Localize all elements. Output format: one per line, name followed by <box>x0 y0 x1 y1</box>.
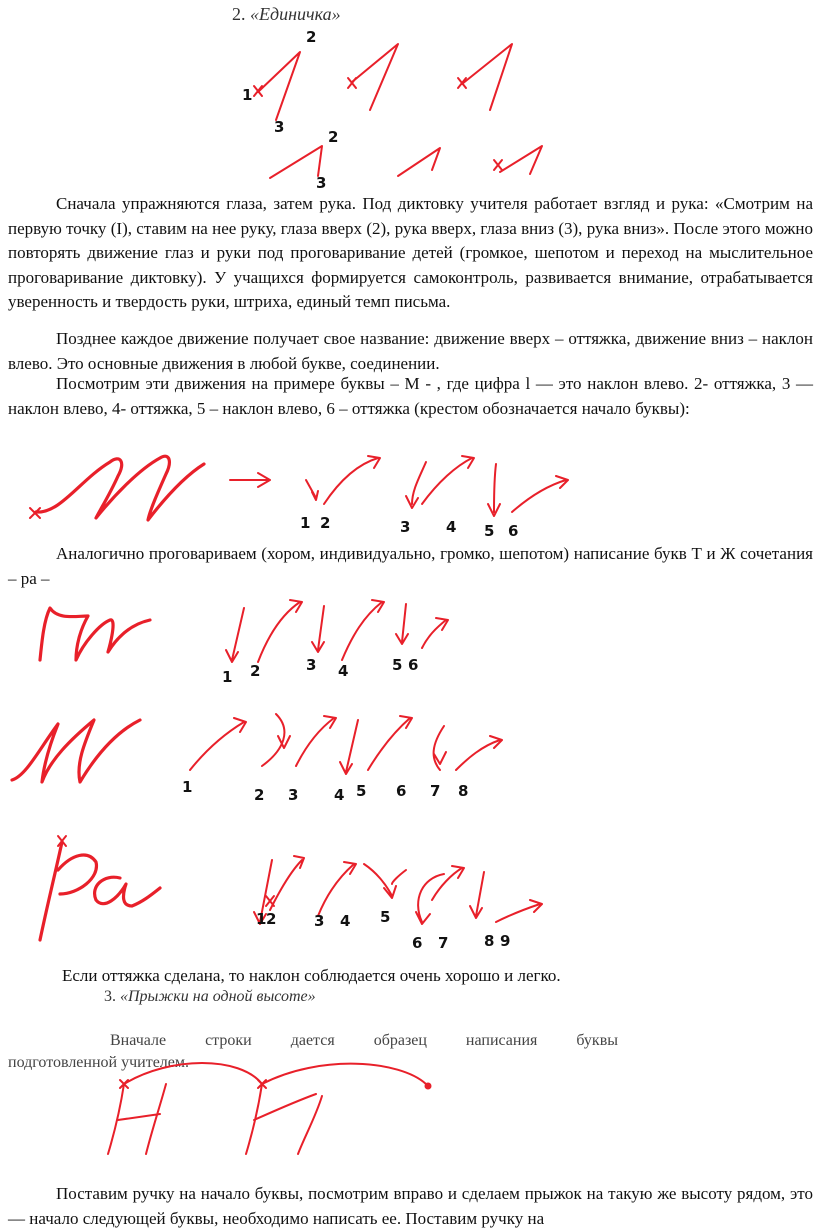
diagram-label: 3 <box>306 656 317 674</box>
stroke-example <box>270 146 322 178</box>
diagram-label: 4 <box>446 518 457 536</box>
stroke-arrow <box>306 480 318 500</box>
stroke-arrow <box>262 714 290 766</box>
stroke-example <box>462 44 512 110</box>
scan-text-line-1: Вначале строки дается образец написания буквы <box>110 1032 618 1049</box>
letter-t-diagram <box>0 590 816 690</box>
diagram-label: 6 <box>408 656 419 674</box>
arrow-right <box>230 473 270 487</box>
jump-arc <box>262 1064 426 1084</box>
paragraph-6: Поставим ручку на начало буквы, посмотрим вправо и сделаем прыжок на такую же высоту рядом, это — начало следующей буквы, необходимо написать ее. Поставим ручку на <box>8 1184 813 1228</box>
diagram-label: 1 <box>182 778 193 796</box>
stroke-arrow <box>488 464 500 516</box>
stroke-arrow <box>340 720 358 774</box>
paragraph-3: Посмотрим эти движения на примере буквы – М - , где цифра l — это наклон влево. 2- оттяжка, 3 — наклон влево, 4- оттяжка, 5 – наклон влево, 6 – оттяжка (крестом обозначается начало буквы): <box>8 374 813 418</box>
stroke-example <box>352 44 398 110</box>
letter-n-sample <box>108 1084 166 1154</box>
syllable-ra-diagram <box>0 830 816 960</box>
stroke-arrow <box>416 874 444 924</box>
stroke-arrow <box>512 476 568 512</box>
next-letter-start-dot <box>425 1083 432 1090</box>
letter-m-diagram <box>0 440 816 540</box>
stroke-arrow <box>470 872 484 918</box>
diagram-label: 5 <box>392 656 403 674</box>
stroke-arrow <box>368 716 412 770</box>
diagram-label: 5 <box>484 522 495 540</box>
diagram-label: 1 <box>222 668 233 686</box>
start-cross <box>348 78 356 88</box>
diagram-label: 7 <box>438 934 449 952</box>
section-number: 2. <box>232 4 246 24</box>
section-title: «Прыжки на одной высоте» <box>120 988 316 1005</box>
stroke-arrow <box>364 864 396 898</box>
jump-arc <box>124 1063 262 1084</box>
diagram-label: 3 <box>316 174 327 192</box>
diagram-label: 6 <box>396 782 407 800</box>
diagram-label: 2 <box>328 128 339 146</box>
diagram-label: 4 <box>334 786 345 804</box>
stroke-arrow <box>270 856 304 910</box>
diagram-label: 9 <box>500 932 511 950</box>
stroke-arrow <box>422 456 474 504</box>
stroke-arrow <box>432 866 464 900</box>
section-title: «Единичка» <box>250 4 341 24</box>
diagram-label: 6 <box>508 522 519 540</box>
diagram-label: 7 <box>430 782 441 800</box>
stroke-example <box>398 148 440 176</box>
diagram-label: 2 <box>320 514 331 532</box>
start-cross <box>254 86 262 96</box>
diagram-label: 5 <box>380 908 391 926</box>
letter-t-sample <box>40 608 150 660</box>
edinichka-diagram <box>0 0 816 195</box>
syllable-ra-sample <box>40 842 160 940</box>
paragraph-5: Если оттяжка сделана, то наклон соблюдается очень хорошо и легко. <box>62 966 561 985</box>
diagram-label: 8 <box>484 932 495 950</box>
paragraph-1: Сначала упражняются глаза, затем рука. Под диктовку учителя работает взгляд и рука: «Смотрим на первую точку (I), ставим на нее руку, глаза вверх (2), рука вверх, глаза вниз (3), рука вниз». После этого можно повторять движение глаз и руки под проговаривание детей (громкое, шепотом и переход на мыслительное проговаривание диктовку). У учащихся формируется самоконтроль, развивается внимание, отрабатывается уверенность и твердость руки, штриха, единый темп письма. <box>8 194 813 312</box>
diagram-label: 3 <box>274 118 285 136</box>
paragraph-4: Аналогично проговариваем (хором, индивидуально, громко, шепотом) написание букв Т и Ж сочетания – ра – <box>8 544 813 588</box>
stroke-example <box>500 146 542 174</box>
letter-zh-diagram <box>0 700 816 810</box>
paragraph-2: Позднее каждое движение получает свое название: движение вверх – оттяжка, движение вниз – наклон влево. Это основные движения в любой букве, соединении. <box>8 329 813 373</box>
stroke-arrow <box>456 736 502 770</box>
start-cross <box>494 160 502 170</box>
stroke-arrow <box>226 608 244 662</box>
stroke-arrow <box>296 716 336 766</box>
diagram-label: 2 <box>250 662 261 680</box>
diagram-label: 2 <box>306 28 317 46</box>
letter-m-sample <box>36 456 204 520</box>
diagram-label: 3 <box>400 518 411 536</box>
diagram-label: 1 <box>242 86 253 104</box>
stroke-arrow <box>434 726 446 770</box>
jumps-diagram <box>0 1060 816 1160</box>
stroke-example <box>258 52 300 120</box>
diagram-label: 3 <box>288 786 299 804</box>
diagram-label: 1 <box>300 514 311 532</box>
stroke-arrow <box>318 862 356 916</box>
stroke-arrow <box>396 604 408 644</box>
stroke-arrow <box>422 618 448 648</box>
diagram-label: 2 <box>254 786 265 804</box>
stroke-arrow <box>342 600 384 660</box>
diagram-label: 5 <box>356 782 367 800</box>
stroke-arrow <box>496 900 542 922</box>
letter-zh-sample <box>12 720 140 782</box>
letter-n-sample <box>246 1084 322 1154</box>
diagram-label: 8 <box>458 782 469 800</box>
stroke-arrow <box>324 456 380 504</box>
section-number: 3. <box>104 988 116 1005</box>
stroke-arrow <box>258 600 302 662</box>
diagram-label: 3 <box>314 912 325 930</box>
diagram-label: 4 <box>338 662 349 680</box>
scan-text-line-2: подготовленной учителем. <box>8 1054 190 1071</box>
stroke-arrow <box>392 870 406 884</box>
stroke-arrow <box>190 718 246 770</box>
section-3-heading <box>104 988 316 1006</box>
diagram-label: 1 <box>256 910 267 928</box>
diagram-label: 4 <box>340 912 351 930</box>
diagram-label: 6 <box>412 934 423 952</box>
diagram-label: 2 <box>266 910 277 928</box>
stroke-arrow <box>312 606 324 652</box>
